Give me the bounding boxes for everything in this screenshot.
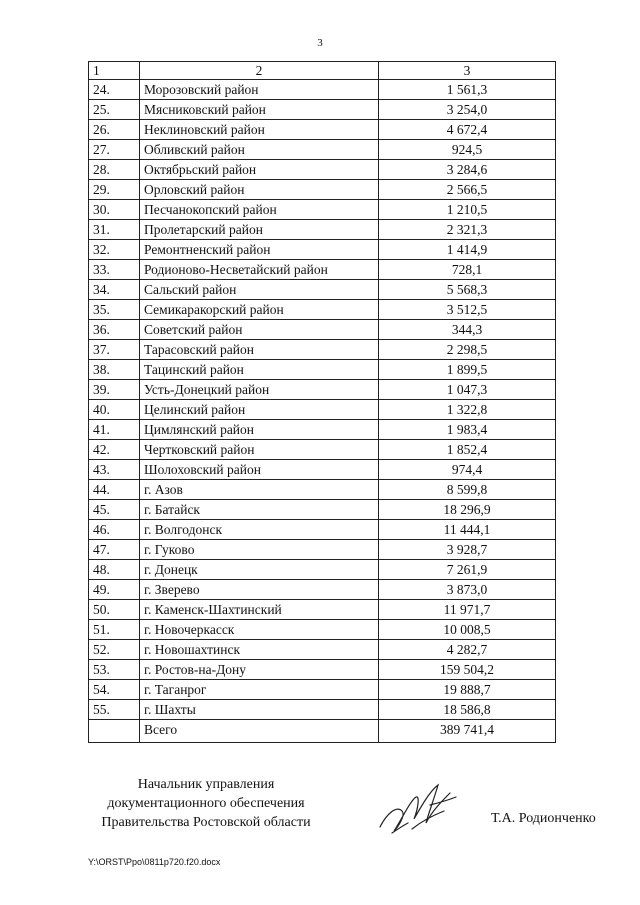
page-number: 3 [317, 37, 323, 49]
row-name: Семикаракорский район [140, 300, 379, 320]
row-name: Тацинский район [140, 360, 379, 380]
row-value: 1 047,3 [379, 380, 556, 400]
row-value: 728,1 [379, 260, 556, 280]
header-col-1: 1 [89, 62, 140, 80]
row-number: 44. [89, 480, 140, 500]
row-name: Орловский район [140, 180, 379, 200]
table-row [89, 640, 556, 660]
row-name: г. Зверево [140, 580, 379, 600]
row-value: 2 298,5 [379, 340, 556, 360]
table-row [89, 620, 556, 640]
row-name: Морозовский район [140, 80, 379, 100]
row-name: г. Новочеркасск [140, 620, 379, 640]
row-value: 3 512,5 [379, 300, 556, 320]
table-row [89, 280, 556, 300]
row-number: 27. [89, 140, 140, 160]
row-number: 38. [89, 360, 140, 380]
row-number: 34. [89, 280, 140, 300]
total-row [89, 720, 556, 743]
table-row [89, 200, 556, 220]
row-name: г. Новошахтинск [140, 640, 379, 660]
allocation-table [88, 61, 556, 743]
row-name: Родионово-Несветайский район [140, 260, 379, 280]
row-value: 7 261,9 [379, 560, 556, 580]
row-name: Цимлянский район [140, 420, 379, 440]
table-row [89, 500, 556, 520]
row-value: 18 586,8 [379, 700, 556, 720]
table-row [89, 300, 556, 320]
row-value: 1 852,4 [379, 440, 556, 460]
row-name: Сальский район [140, 280, 379, 300]
row-number: 54. [89, 680, 140, 700]
table-row [89, 100, 556, 120]
row-name: Ремонтненский район [140, 240, 379, 260]
row-value: 1 322,8 [379, 400, 556, 420]
row-value: 159 504,2 [379, 660, 556, 680]
row-name: Мясниковский район [140, 100, 379, 120]
table-row [89, 240, 556, 260]
table-row [89, 420, 556, 440]
row-name: г. Гуково [140, 540, 379, 560]
signer-title-line-3: Правительства Ростовской области [101, 815, 311, 830]
row-number: 51. [89, 620, 140, 640]
row-number: 43. [89, 460, 140, 480]
table-row [89, 520, 556, 540]
row-number: 47. [89, 540, 140, 560]
row-name: Шолоховский район [140, 460, 379, 480]
table-row [89, 580, 556, 600]
header-col-2: 2 [140, 62, 379, 80]
row-number: 55. [89, 700, 140, 720]
row-number: 24. [89, 80, 140, 100]
row-value: 3 873,0 [379, 580, 556, 600]
table-row [89, 260, 556, 280]
signer-title-line-2: документационного обеспечения [107, 796, 305, 811]
row-value: 1 561,3 [379, 80, 556, 100]
row-name: г. Волгодонск [140, 520, 379, 540]
total-value: 389 741,4 [379, 720, 556, 743]
row-number: 25. [89, 100, 140, 120]
row-name: г. Батайск [140, 500, 379, 520]
row-number: 32. [89, 240, 140, 260]
table-row [89, 360, 556, 380]
row-value: 3 254,0 [379, 100, 556, 120]
row-name: Тарасовский район [140, 340, 379, 360]
table-row [89, 80, 556, 100]
file-path: Y:\ORST\Ppo\0811p720.f20.docx [88, 857, 221, 867]
row-value: 1 983,4 [379, 420, 556, 440]
row-value: 1 414,9 [379, 240, 556, 260]
row-value: 4 672,4 [379, 120, 556, 140]
table-row [89, 400, 556, 420]
table-row [89, 680, 556, 700]
row-value: 11 971,7 [379, 600, 556, 620]
row-number: 26. [89, 120, 140, 140]
row-name: г. Таганрог [140, 680, 379, 700]
row-number: 30. [89, 200, 140, 220]
row-number: 52. [89, 640, 140, 660]
row-name: Октябрьский район [140, 160, 379, 180]
row-number: 35. [89, 300, 140, 320]
row-value: 1 210,5 [379, 200, 556, 220]
table-row [89, 540, 556, 560]
row-value: 10 008,5 [379, 620, 556, 640]
row-value: 19 888,7 [379, 680, 556, 700]
row-number: 36. [89, 320, 140, 340]
row-name: Обливский район [140, 140, 379, 160]
row-name: Неклиновский район [140, 120, 379, 140]
row-name: Советский район [140, 320, 379, 340]
table-row [89, 660, 556, 680]
total-label: Всего [140, 720, 379, 743]
table-body [89, 62, 556, 743]
row-number: 45. [89, 500, 140, 520]
row-value: 3 284,6 [379, 160, 556, 180]
row-number: 53. [89, 660, 140, 680]
table-row [89, 480, 556, 500]
row-name: Пролетарский район [140, 220, 379, 240]
table-row [89, 460, 556, 480]
table-row [89, 140, 556, 160]
row-value: 18 296,9 [379, 500, 556, 520]
row-value: 3 928,7 [379, 540, 556, 560]
table-row [89, 440, 556, 460]
table-row [89, 560, 556, 580]
handwritten-signature [372, 775, 472, 845]
row-number: 37. [89, 340, 140, 360]
row-name: г. Каменск-Шахтинский [140, 600, 379, 620]
row-number: 42. [89, 440, 140, 460]
row-name: Усть-Донецкий район [140, 380, 379, 400]
row-name: г. Донецк [140, 560, 379, 580]
row-number: 48. [89, 560, 140, 580]
signature-title-block [86, 775, 326, 832]
table-header-row [89, 62, 556, 80]
row-value: 1 899,5 [379, 360, 556, 380]
signer-title-line-1: Начальник управления [137, 777, 275, 792]
row-value: 11 444,1 [379, 520, 556, 540]
row-name: Песчанокопский район [140, 200, 379, 220]
row-number: 49. [89, 580, 140, 600]
table-row [89, 380, 556, 400]
row-number: 39. [89, 380, 140, 400]
row-number: 29. [89, 180, 140, 200]
row-value: 924,5 [379, 140, 556, 160]
row-name: г. Шахты [140, 700, 379, 720]
row-value: 5 568,3 [379, 280, 556, 300]
row-name: г. Азов [140, 480, 379, 500]
row-value: 344,3 [379, 320, 556, 340]
row-number: 33. [89, 260, 140, 280]
row-value: 8 599,8 [379, 480, 556, 500]
signer-name: Т.А. Родионченко [491, 811, 596, 826]
table-row [89, 600, 556, 620]
header-col-3: 3 [379, 62, 556, 80]
table-row [89, 120, 556, 140]
row-number: 46. [89, 520, 140, 540]
row-number: 41. [89, 420, 140, 440]
row-number: 50. [89, 600, 140, 620]
row-value: 974,4 [379, 460, 556, 480]
table-row [89, 220, 556, 240]
total-empty-cell [89, 720, 140, 743]
row-name: Целинский район [140, 400, 379, 420]
row-number: 31. [89, 220, 140, 240]
row-value: 2 321,3 [379, 220, 556, 240]
table-row [89, 180, 556, 200]
row-number: 40. [89, 400, 140, 420]
row-name: г. Ростов-на-Дону [140, 660, 379, 680]
row-value: 4 282,7 [379, 640, 556, 660]
row-value: 2 566,5 [379, 180, 556, 200]
table-row [89, 320, 556, 340]
table-row [89, 340, 556, 360]
row-number: 28. [89, 160, 140, 180]
table-row [89, 160, 556, 180]
table-row [89, 700, 556, 720]
row-name: Чертковский район [140, 440, 379, 460]
